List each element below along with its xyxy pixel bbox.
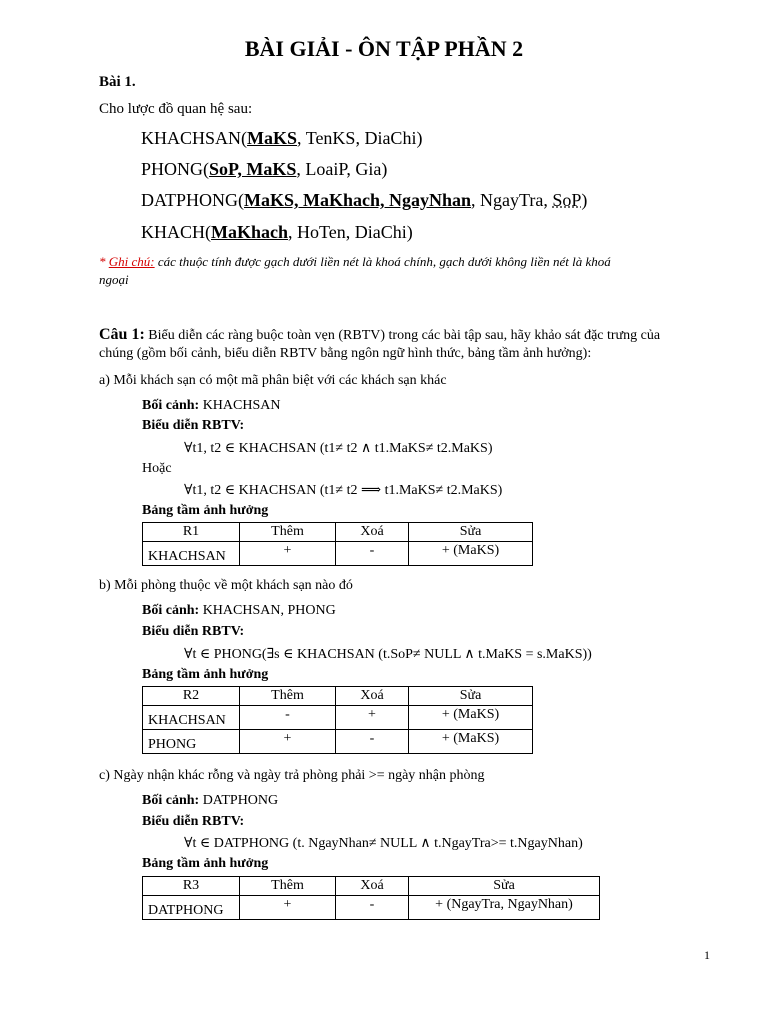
header-cell: Thêm <box>240 877 336 896</box>
header-cell: Thêm <box>240 687 336 706</box>
relation-name: PHONG( <box>141 159 210 179</box>
table-cell: + (MaKS) <box>409 706 533 730</box>
header-cell: Sửa <box>409 877 600 896</box>
header-cell: Xoá <box>336 877 409 896</box>
note-star: * <box>99 254 109 269</box>
table-cell: - <box>336 542 409 566</box>
part-a-table-label: Bảng tầm ảnh hưởng <box>142 503 269 518</box>
table-cell: + <box>336 706 409 730</box>
context-value: KHACHSAN <box>199 398 281 413</box>
part-b-heading: b) Mỗi phòng thuộc về một khách sạn nào đó <box>99 578 353 593</box>
header-cell: Xoá <box>336 523 409 542</box>
relation-name: DATPHONG( <box>141 190 244 210</box>
closing-paren: ) <box>581 190 588 210</box>
header-cell: Xoá <box>336 687 409 706</box>
page-number: 1 <box>704 948 710 962</box>
part-c-represent-label: Biểu diễn RBTV: <box>142 814 245 829</box>
attributes: , NgayTra, <box>471 190 553 210</box>
primary-key: SoP, MaKS <box>209 159 297 179</box>
context-label: Bối cảnh: <box>142 793 200 808</box>
header-cell: Sửa <box>409 523 533 542</box>
question-text: Biểu diễn các ràng buộc toàn vẹn (RBTV) trong các bài tập sau, hãy khảo sát đặc trưng của <box>144 328 661 343</box>
exercise-heading: Bài 1. <box>99 74 136 90</box>
table-cell: DATPHONG <box>143 896 240 920</box>
table-cell: KHACHSAN <box>143 542 240 566</box>
header-cell: Sửa <box>409 687 533 706</box>
part-c-table-label: Bảng tầm ảnh hưởng <box>142 856 269 871</box>
part-a-heading: a) Mỗi khách sạn có một mã phân biệt với các khách sạn khác <box>99 373 447 388</box>
table-header-row <box>143 523 533 542</box>
attributes: , HoTen, DiaChi) <box>288 222 413 242</box>
part-a-represent-label: Biểu diễn RBTV: <box>142 418 245 433</box>
page-title: BÀI GIẢI - ÔN TẬP PHẦN 2 <box>244 36 524 61</box>
schema-khach <box>141 222 413 243</box>
table-cell: + (MaKS) <box>409 730 533 754</box>
table-cell: - <box>336 896 409 920</box>
header-cell: R3 <box>143 877 240 896</box>
part-a-formula-2: ∀t1, t2 ∈ KHACHSAN (t1≠ t2 ⟹ t1.MaKS≠ t2.MaKS) <box>184 483 503 498</box>
header-cell: R1 <box>143 523 240 542</box>
question-line-2: chúng (gồm bối cảnh, biểu diễn RBTV bằng ngôn ngữ hình thức, bảng tầm ảnh hưởng): <box>99 346 592 361</box>
table-cell: - <box>336 730 409 754</box>
context-label: Bối cảnh: <box>142 603 200 618</box>
intro-text: Cho lược đồ quan hệ sau: <box>99 101 253 117</box>
attributes: , LoaiP, Gia) <box>296 159 388 179</box>
context-value: DATPHONG <box>199 793 279 808</box>
question-label: Câu 1: <box>99 326 145 343</box>
schema-khachsan <box>141 128 422 149</box>
note-text: các thuộc tính được gạch dưới liền nét là khoá chính, gạch dưới không liền nét là khoá <box>154 254 611 269</box>
primary-key: MaKS <box>247 128 298 148</box>
note-label: Ghi chú: <box>108 254 155 269</box>
part-a-context <box>142 398 280 414</box>
table-cell: + (MaKS) <box>409 542 533 566</box>
part-c-formula-1: ∀t ∈ DATPHONG (t. NgayNhan≠ NULL ∧ t.NgayTra>= t.NgayNhan) <box>184 836 583 851</box>
attributes: , TenKS, DiaChi) <box>297 128 423 148</box>
part-b-table-label: Bảng tầm ảnh hưởng <box>142 667 269 682</box>
part-a-formula-1: ∀t1, t2 ∈ KHACHSAN (t1≠ t2 ∧ t1.MaKS≠ t2.MaKS) <box>184 441 493 456</box>
table-row <box>143 542 533 566</box>
table-cell: PHONG <box>143 730 240 754</box>
header-cell: Thêm <box>240 523 336 542</box>
table-cell: + <box>240 730 336 754</box>
schema-datphong <box>141 190 587 211</box>
question-line-1 <box>99 326 660 344</box>
relation-name: KHACH( <box>141 222 211 242</box>
primary-key: MaKhach <box>211 222 289 242</box>
context-label: Bối cảnh: <box>142 398 200 413</box>
foreign-key: SoP <box>552 190 582 210</box>
table-header-row <box>143 687 533 706</box>
table-cell: - <box>240 706 336 730</box>
table-row <box>143 706 533 730</box>
relation-name: KHACHSAN( <box>141 128 248 148</box>
part-c-context <box>142 793 278 809</box>
table-row <box>143 730 533 754</box>
table-cell: + (NgayTra, NgayNhan) <box>409 896 600 920</box>
table-cell: + <box>240 896 336 920</box>
schema-phong <box>141 159 387 180</box>
part-c-heading: c) Ngày nhận khác rỗng và ngày trả phòng phải >= ngày nhận phòng <box>99 768 485 783</box>
note-line-2: ngoại <box>99 272 129 287</box>
table-row <box>143 896 600 920</box>
influence-table-r3 <box>142 876 600 920</box>
influence-table-r1 <box>142 522 533 566</box>
note-line-1 <box>99 254 611 270</box>
table-cell: + <box>240 542 336 566</box>
part-b-context <box>142 603 336 619</box>
header-cell: R2 <box>143 687 240 706</box>
table-header-row <box>143 877 600 896</box>
part-a-or: Hoặc <box>142 461 172 476</box>
part-b-formula-1: ∀t ∈ PHONG(∃s ∈ KHACHSAN (t.SoP≠ NULL ∧ t.MaKS = s.MaKS)) <box>184 647 592 662</box>
part-b-represent-label: Biểu diễn RBTV: <box>142 624 245 639</box>
primary-key: MaKS, MaKhach, NgayNhan <box>244 190 472 210</box>
table-cell: KHACHSAN <box>143 706 240 730</box>
context-value: KHACHSAN, PHONG <box>199 603 336 618</box>
influence-table-r2 <box>142 686 533 754</box>
